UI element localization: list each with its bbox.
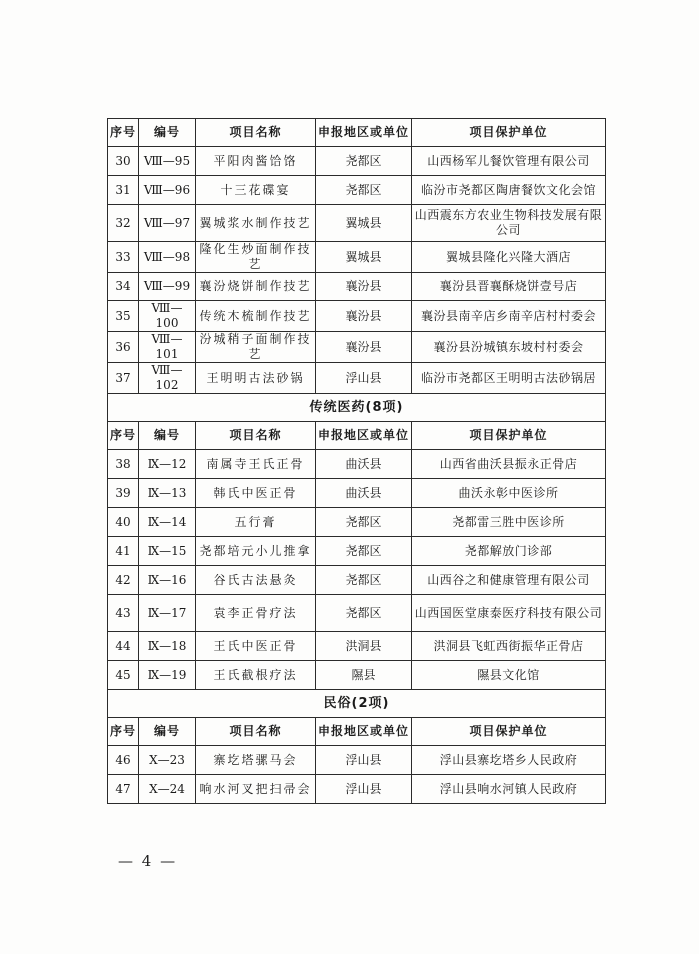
cell-no: 35 [108,301,139,332]
header-no: 序号 [108,119,139,147]
cell-area: 尧都区 [316,176,412,205]
cell-no: 44 [108,632,139,661]
cell-code: Ⅷ—101 [139,332,196,363]
table-row [108,301,606,332]
cell-code: Ⅸ—17 [139,595,196,632]
cell-unit: 尧都解放门诊部 [412,537,606,566]
cell-area: 襄汾县 [316,332,412,363]
cell-area: 尧都区 [316,566,412,595]
table-row [108,479,606,508]
cell-area: 浮山县 [316,775,412,804]
section-title: 民俗(2项) [108,690,606,718]
header-code: 编号 [139,422,196,450]
cell-name: 响水河叉把扫帚会 [196,775,316,804]
cell-name: 传统木梳制作技艺 [196,301,316,332]
table-row [108,775,606,804]
cell-name: 王氏截根疗法 [196,661,316,690]
header-no: 序号 [108,718,139,746]
table-row [108,595,606,632]
table-row [108,508,606,537]
table-row [108,332,606,363]
header-name: 项目名称 [196,718,316,746]
cell-no: 39 [108,479,139,508]
header-area: 申报地区或单位 [316,422,412,450]
cell-area: 襄汾县 [316,273,412,301]
cell-name: 谷氏古法悬灸 [196,566,316,595]
cell-no: 41 [108,537,139,566]
cell-no: 47 [108,775,139,804]
cell-unit: 浮山县响水河镇人民政府 [412,775,606,804]
cell-unit: 尧都雷三胜中医诊所 [412,508,606,537]
cell-no: 43 [108,595,139,632]
header-code: 编号 [139,718,196,746]
cell-name: 韩氏中医正骨 [196,479,316,508]
cell-code: Ⅸ—15 [139,537,196,566]
heritage-list-table [107,118,606,804]
header-area: 申报地区或单位 [316,119,412,147]
cell-name: 十三花碟宴 [196,176,316,205]
table-row [108,537,606,566]
table-row [108,147,606,176]
cell-no: 34 [108,273,139,301]
cell-name: 五行膏 [196,508,316,537]
cell-code: Ⅷ—102 [139,363,196,394]
cell-area: 翼城县 [316,205,412,242]
table-row [108,632,606,661]
cell-no: 33 [108,242,139,273]
cell-code: Ⅹ—24 [139,775,196,804]
header-name: 项目名称 [196,422,316,450]
cell-unit: 山西省曲沃县振永正骨店 [412,450,606,479]
cell-name: 翼城浆水制作技艺 [196,205,316,242]
cell-no: 40 [108,508,139,537]
cell-name: 尧都培元小儿推拿 [196,537,316,566]
table-row [108,176,606,205]
table-row [108,450,606,479]
header-unit: 项目保护单位 [412,119,606,147]
cell-unit: 山西震东方农业生物科技发展有限公司 [412,205,606,242]
header-area: 申报地区或单位 [316,718,412,746]
cell-area: 曲沃县 [316,479,412,508]
cell-area: 洪洞县 [316,632,412,661]
cell-area: 浮山县 [316,746,412,775]
section-row [108,690,606,718]
table-row [108,661,606,690]
cell-code: Ⅸ—19 [139,661,196,690]
cell-unit: 翼城县隆化兴隆大酒店 [412,242,606,273]
cell-unit: 山西杨军儿餐饮管理有限公司 [412,147,606,176]
cell-no: 32 [108,205,139,242]
cell-unit: 临汾市尧都区王明明古法砂锅居 [412,363,606,394]
section-row [108,394,606,422]
cell-no: 31 [108,176,139,205]
cell-name: 平阳肉酱饸饹 [196,147,316,176]
cell-name: 袁李正骨疗法 [196,595,316,632]
cell-no: 45 [108,661,139,690]
cell-name: 隆化生炒面制作技艺 [196,242,316,273]
table-header-row [108,119,606,147]
cell-code: Ⅷ—97 [139,205,196,242]
cell-area: 襄汾县 [316,301,412,332]
table-header-row [108,718,606,746]
cell-code: Ⅸ—14 [139,508,196,537]
table-row [108,746,606,775]
table-row [108,273,606,301]
cell-no: 38 [108,450,139,479]
cell-no: 36 [108,332,139,363]
cell-unit: 隰县文化馆 [412,661,606,690]
header-unit: 项目保护单位 [412,718,606,746]
cell-unit: 襄汾县晋襄酥烧饼壹号店 [412,273,606,301]
table-header-row [108,422,606,450]
cell-name: 王氏中医正骨 [196,632,316,661]
table-row [108,242,606,273]
table-row [108,205,606,242]
cell-code: Ⅷ—98 [139,242,196,273]
cell-area: 尧都区 [316,595,412,632]
cell-unit: 襄汾县汾城镇东坡村村委会 [412,332,606,363]
cell-code: Ⅷ—100 [139,301,196,332]
header-name: 项目名称 [196,119,316,147]
cell-unit: 浮山县寨圪塔乡人民政府 [412,746,606,775]
table-row [108,363,606,394]
cell-unit: 曲沃永彰中医诊所 [412,479,606,508]
cell-unit: 洪洞县飞虹西街振华正骨店 [412,632,606,661]
page-number: — 4 — [118,852,178,870]
cell-no: 30 [108,147,139,176]
cell-area: 尧都区 [316,147,412,176]
header-no: 序号 [108,422,139,450]
cell-code: Ⅷ—99 [139,273,196,301]
cell-no: 42 [108,566,139,595]
cell-code: Ⅷ—95 [139,147,196,176]
cell-area: 尧都区 [316,508,412,537]
cell-name: 王明明古法砂锅 [196,363,316,394]
cell-name: 寨圪塔骡马会 [196,746,316,775]
cell-unit: 襄汾县南辛店乡南辛店村村委会 [412,301,606,332]
cell-code: Ⅸ—13 [139,479,196,508]
header-code: 编号 [139,119,196,147]
cell-code: Ⅸ—18 [139,632,196,661]
cell-area: 曲沃县 [316,450,412,479]
cell-name: 南属寺王氏正骨 [196,450,316,479]
cell-area: 浮山县 [316,363,412,394]
cell-code: Ⅷ—96 [139,176,196,205]
cell-area: 隰县 [316,661,412,690]
cell-code: Ⅹ—23 [139,746,196,775]
section-title: 传统医药(8项) [108,394,606,422]
cell-unit: 临汾市尧都区陶唐餐饮文化会馆 [412,176,606,205]
cell-code: Ⅸ—16 [139,566,196,595]
header-unit: 项目保护单位 [412,422,606,450]
cell-area: 尧都区 [316,537,412,566]
cell-unit: 山西国医堂康泰医疗科技有限公司 [412,595,606,632]
cell-no: 46 [108,746,139,775]
cell-unit: 山西谷之和健康管理有限公司 [412,566,606,595]
cell-code: Ⅸ—12 [139,450,196,479]
cell-name: 襄汾烧饼制作技艺 [196,273,316,301]
cell-name: 汾城稍子面制作技艺 [196,332,316,363]
cell-area: 翼城县 [316,242,412,273]
cell-no: 37 [108,363,139,394]
table-row [108,566,606,595]
